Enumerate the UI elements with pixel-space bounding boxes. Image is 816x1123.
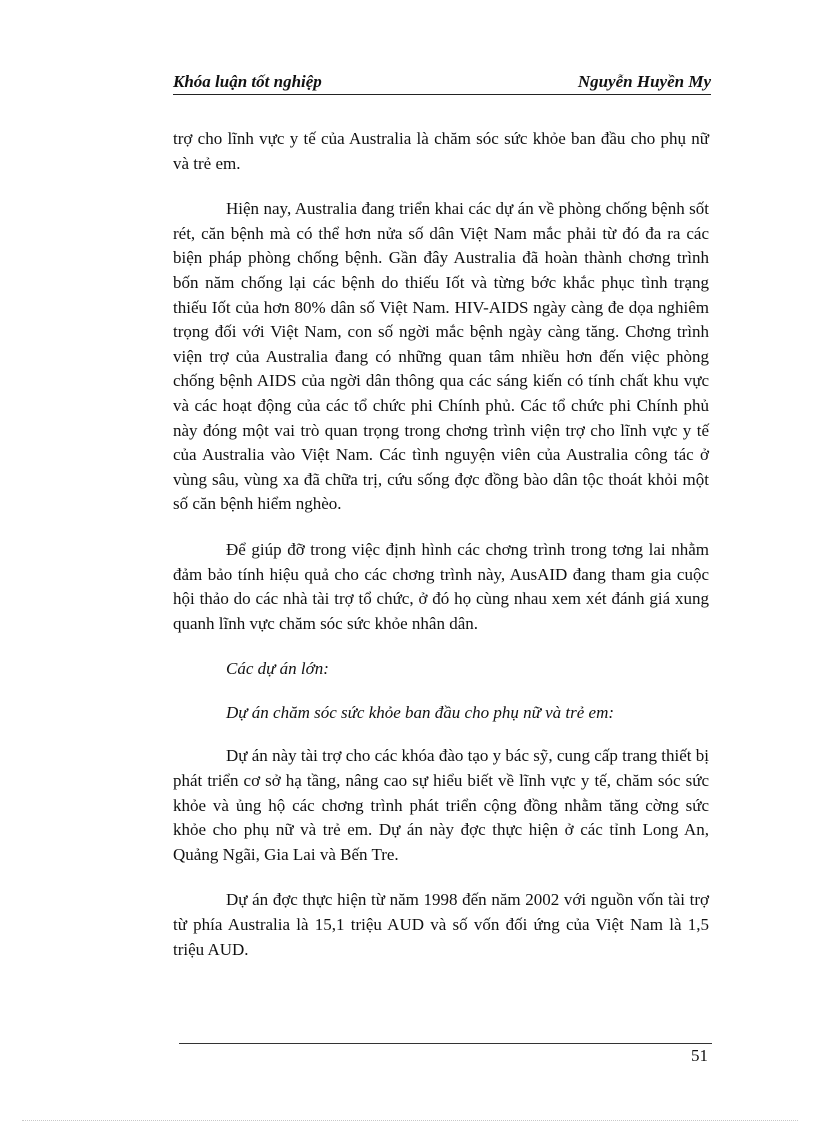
body-paragraph: Dự án đợc thực hiện từ năm 1998 đến năm 2002 với nguồn vốn tài trợ từ phía Australia là 15,1 triệu AUD và số vốn đối ứng của Việt Nam là 1,5 triệu AUD. <box>173 890 709 959</box>
body-paragraph: Để giúp đỡ trong việc định hình các chơng trình trong tơng lai nhằm đảm bảo tính hiệu quả cho các chơng trình này, AusAID đang tham gia cuộc hội thảo do các nhà tài trợ tổ chức, ở đó họ cùng nhau xem xét đánh giá xung quanh lĩnh vực chăm sóc sức khỏe nhân dân. <box>173 539 709 633</box>
page-header <box>173 72 711 95</box>
body-paragraph: Dự án này tài trợ cho các khóa đào tạo y bác sỹ, cung cấp trang thiết bị phát triển cơ sở hạ tầng, nâng cao sự hiểu biết về lĩnh vực y tế, chăm sóc sức khỏe và ủng hộ các chơng trình phát triển cộng đồng nhằm tăng cờng sức khỏe cho phụ nữ và trẻ em. Dự án này đợc thực hiện ở các tỉnh Long An, Quảng Ngãi, Gia Lai và Bến Tre. <box>173 746 709 864</box>
footer-divider <box>179 1043 712 1044</box>
body-paragraph: Hiện nay, Australia đang triển khai các dự án về phòng chống bệnh sốt rét, căn bệnh mà có thể hơn nửa số dân Việt Nam mắc phải từ đó đa ra các biện pháp phòng chống bệnh. Gần đây Australia đã hoàn thành chơng trình bốn năm chống lại các bệnh do thiếu Iốt và từng bớc khắc phục tình trạng thiếu Iốt của hơn 80% dân số Việt Nam. HIV-AIDS ngày càng đe dọa nghiêm trọng đối với Việt Nam, con số ngời mắc bệnh ngày càng tăng. Chơng trình viện trợ của Australia đang có những quan tâm nhiều hơn đến việc phòng chống bệnh AIDS của ngời dân thông qua các sáng kiến có tính chất khu vực và các hoạt động của các tổ chức phi Chính phủ. Các tổ chức phi Chính phủ này đóng một vai trò quan trọng trong chơng trình viện trợ cho lĩnh vực y tế của Australia vào Việt Nam. Các tình nguyện viên của Australia công tác ở vùng sâu, vùng xa đã chữa trị, cứu sống đợc đồng bào dân tộc thoát khỏi một số căn bệnh hiểm nghèo. <box>173 199 709 514</box>
body-paragraph: trợ cho lĩnh vực y tế của Australia là chăm sóc sức khỏe ban đầu cho phụ nữ và trẻ em. <box>173 129 709 173</box>
section-subheading: Dự án chăm sóc sức khỏe ban đầu cho phụ nữ và trẻ em: <box>226 702 615 722</box>
page-edge-dotted-line <box>22 1120 798 1121</box>
section-subheading: Các dự án lớn: <box>226 659 329 679</box>
page-number: 51 <box>691 1046 708 1065</box>
header-author-name: Nguyễn Huyền My <box>577 72 711 91</box>
page-body <box>173 127 709 983</box>
header-thesis-title: Khóa luận tốt nghiệp <box>173 72 322 91</box>
